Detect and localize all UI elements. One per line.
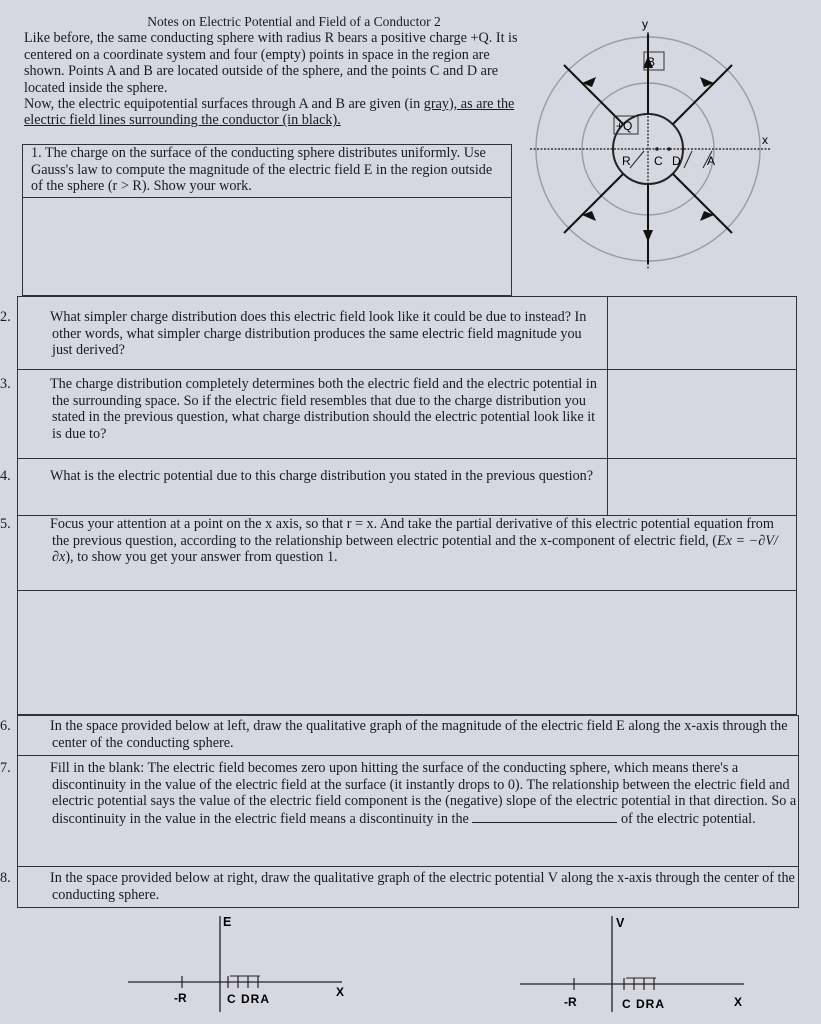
e-graph-y-label: E bbox=[223, 915, 232, 929]
charge-label: +Q bbox=[616, 119, 633, 133]
question-3-answer-area[interactable] bbox=[608, 370, 796, 458]
page-title: Notes on Electric Potential and Field of a Conductor 2 bbox=[147, 14, 441, 29]
question-7: 7. Fill in the blank: The electric field becomes zero upon hitting the surface of the conducting sphere, which means there's a discontinuity in the value of the electric field at the surface (it instantly drops to 0). The relationship between the electric field and electric potential says the value of the electric field component is the (negative) slope of the electric potential in that direction. So a discontinuity in the value in the electric field means a discontinuity in the of the electric potential. bbox=[0, 760, 797, 827]
e-field-graph[interactable] bbox=[120, 912, 360, 1016]
point-b-label: B bbox=[647, 55, 656, 69]
question-2: 2. What simpler charge distribution does this electric field look like it could be due to instead? In other words, what simpler charge distribution produces the same electric field magnitude you just derived? bbox=[0, 309, 587, 358]
intro-paragraph: Like before, the same conducting sphere with radius R bears a positive charge +Q. It is centered on a coordinate system and four (empty) points in space in the region are shown. Points A and B are located outside of the sphere, and the points C and D are located inside the sphere. bbox=[24, 30, 518, 96]
fill-in-blank[interactable] bbox=[472, 810, 617, 823]
e-graph-neg-r-label: -R bbox=[174, 991, 187, 1005]
question-6: 6. In the space provided below at left, draw the qualitative graph of the magnitude of the electric field E along the x-axis through the center of the conducting sphere. bbox=[0, 718, 788, 751]
intro-paragraph-2: Now, the electric equipotential surfaces through A and B are given (in gray), as are the electric field lines surrounding the conductor (in black). bbox=[24, 96, 515, 129]
question-5: 5. Focus your attention at a point on the x axis, so that r = x. And take the partial derivative of this electric potential equation from the previous question, according to the relationship between electric potential and the x-component of electric field, (Ex = −∂V/∂x), to show you get your answer from question 1. bbox=[0, 516, 778, 565]
intro-text bbox=[24, 14, 524, 129]
question-5-answer-area[interactable] bbox=[18, 591, 796, 714]
question-3: 3. The charge distribution completely determines both the electric field and the electric potential in the surrounding space. So if the electric field resembles that due to the charge distribution you stated in the previous question, what charge distribution should the electric potential look like it is due to? bbox=[0, 376, 597, 442]
e-graph-point-labels: C DRA bbox=[227, 992, 270, 1006]
v-graph-y-label: V bbox=[616, 916, 625, 930]
radius-label: R bbox=[622, 154, 631, 168]
question-1-answer-area[interactable] bbox=[23, 198, 511, 295]
v-graph-x-label: X bbox=[734, 995, 743, 1009]
point-a-label: A bbox=[707, 154, 716, 168]
v-graph-point-labels: C DRA bbox=[622, 997, 665, 1011]
question-4-answer-area[interactable] bbox=[608, 459, 796, 515]
x-axis-label: x bbox=[762, 133, 768, 147]
sphere-diagram bbox=[526, 14, 796, 279]
point-c-label: C bbox=[654, 154, 663, 168]
question-4: 4. What is the electric potential due to this charge distribution you stated in the previous question? bbox=[0, 468, 594, 484]
v-graph-neg-r-label: -R bbox=[564, 995, 577, 1009]
question-1-box bbox=[22, 144, 512, 296]
partial-derivative-formula: Ex = −∂V/∂x bbox=[52, 532, 778, 565]
y-axis-label: y bbox=[642, 17, 648, 31]
point-d-label: D bbox=[672, 154, 681, 168]
question-8: 8. In the space provided below at right, draw the qualitative graph of the electric potential V along the x-axis through the center of the conducting sphere. bbox=[0, 870, 795, 903]
question-1: 1. The charge on the surface of the conducting sphere distributes uniformly. Use Gauss's law to compute the magnitude of the electric field E in the region outside of the sphere (r > R). Show your work. bbox=[31, 145, 493, 194]
question-2-answer-area[interactable] bbox=[608, 297, 796, 369]
e-graph-x-label: X bbox=[336, 985, 345, 999]
potential-graph[interactable] bbox=[512, 912, 762, 1016]
